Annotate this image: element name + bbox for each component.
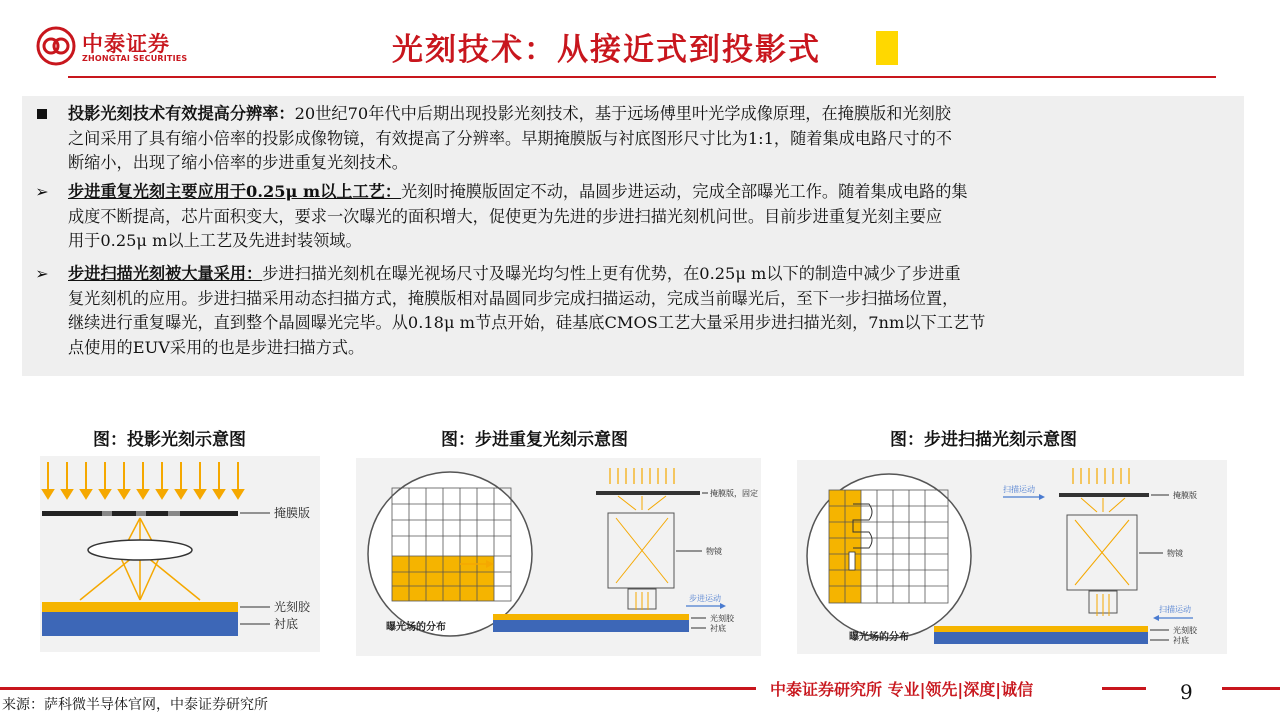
paragraph-step-scan: [68, 262, 1253, 360]
logo-name: 中泰证券: [82, 32, 170, 56]
step-repeat-diagram: [356, 458, 761, 656]
substrate-label: 衬底: [710, 624, 726, 633]
substrate-layer: [42, 612, 238, 636]
beam-lines: [1075, 498, 1129, 585]
resist-label: 光刻胶: [710, 614, 734, 623]
mask-label: 掩膜版，固定: [710, 489, 758, 498]
paragraph-lead: 步进扫描光刻被大量采用：: [68, 264, 263, 283]
lens-label: 物镜: [706, 547, 722, 556]
objective-lens-icon: [608, 513, 674, 588]
light-arrows: [610, 468, 674, 484]
substrate-layer: [493, 620, 689, 632]
source-note: 来源：萨科微半导体官网，中泰证券研究所: [2, 697, 268, 713]
projection-diagram: [40, 456, 320, 652]
footer-divider-left: [0, 687, 756, 690]
paragraph-line: 复光刻机的应用。步进扫描采用动态扫描方式，掩膜版相对晶圆同步完成扫描运动，完成当前曝光后，至下一步扫描场位置，: [68, 288, 959, 308]
mask-label: 掩膜版: [1173, 491, 1197, 500]
paragraph-line: 继续进行重复曝光，直到整个晶圆曝光完毕。从0.18μ m节点开始，硅基底CMOS工艺大量采用步进扫描光刻，7nm以下工艺节: [68, 313, 986, 332]
paragraph-line: 20世纪70年代中后期出现投影光刻技术，基于远场傅里叶光学成像原理，在掩膜版和光刻胶: [294, 104, 951, 123]
wafer-icon: [368, 472, 532, 636]
lens-label: 物镜: [1167, 549, 1183, 558]
field-distribution-label: 曝光场的分布: [386, 622, 446, 633]
paragraph-line: 断缩小，出现了缩小倍率的步进重复光刻技术。: [68, 153, 408, 172]
paragraph-lead: 步进重复光刻主要应用于0.25μ m以上工艺：: [68, 182, 402, 201]
substrate-layer: [934, 632, 1148, 644]
resist-layer: [493, 614, 689, 620]
mask-plate: [42, 511, 238, 516]
mask-label: 掩膜版: [274, 506, 311, 520]
light-arrows: [1073, 468, 1129, 484]
paragraph-step-repeat: [68, 180, 1253, 254]
step-scan-diagram: [797, 460, 1227, 654]
mask-plate: [1059, 493, 1149, 497]
arrow-bullet-icon: ➢: [35, 264, 49, 283]
content-panel: [22, 96, 1244, 376]
scan-motion-bottom-label: 扫描运动: [1159, 605, 1191, 614]
lens-icon: [88, 540, 192, 560]
paragraph-line: 之间采用了具有缩小倍率的投影成像物镜，有效提高了分辨率。早期掩膜版与衬底图形尺寸比为1:1，随着集成电路尺寸的不: [68, 128, 952, 148]
step-motion-label: 步进运动: [689, 594, 721, 603]
figure-caption: 图：步进重复光刻示意图: [441, 430, 628, 450]
square-bullet-icon: [30, 102, 54, 127]
resist-label: 光刻胶: [1173, 626, 1197, 635]
paragraph-line: 步进扫描光刻机在曝光视场尺寸及曝光均匀性上更有优势，在0.25μ m以下的制造中减少了步进重: [262, 264, 961, 283]
footer-divider-mid: [1102, 687, 1146, 690]
logo-english-name: ZHONGTAI SECURITIES: [82, 54, 188, 63]
beam-lines: [616, 496, 668, 583]
resist-layer: [934, 626, 1148, 632]
figure-step-repeat: [356, 458, 761, 656]
paragraph-lead: 投影光刻技术有效提高分辨率：: [68, 104, 295, 123]
mask-plate: [596, 491, 700, 495]
paragraph-projection: [68, 102, 1253, 176]
title-highlight-block: [876, 31, 898, 65]
footer-divider-right: [1222, 687, 1280, 690]
light-arrows: [43, 462, 243, 498]
substrate-label: 衬底: [1173, 636, 1189, 645]
paragraph-line: 点使用的EUV采用的也是步进扫描方式。: [68, 337, 365, 357]
substrate-label: 衬底: [274, 617, 299, 631]
resist-layer: [42, 602, 238, 612]
arrow-bullet-icon: ➢: [35, 182, 49, 201]
paragraph-line: 光刻时掩膜版固定不动，晶圆步进运动，完成全部曝光工作。随着集成电路的集: [401, 182, 968, 201]
paragraph-line: 成度不断提高，芯片面积变大，要求一次曝光的面积增大，促使更为先进的步进扫描光刻机问世。目前步进重复光刻主要应: [68, 206, 943, 226]
page-title: 光刻技术：从接近式到投影式: [392, 32, 821, 68]
header-divider: [68, 76, 1216, 78]
zhongtai-logo-icon: [36, 26, 76, 66]
scan-motion-top-label: 扫描运动: [1003, 485, 1035, 494]
figure-caption: 图：步进扫描光刻示意图: [890, 430, 1077, 450]
figure-caption: 图：投影光刻示意图: [93, 430, 246, 450]
page-number: 9: [1180, 680, 1193, 704]
figure-projection-lithography: [40, 456, 320, 652]
field-distribution-label: 曝光场的分布: [849, 632, 909, 643]
paragraph-line: 用于0.25μ m以上工艺及先进封装领域。: [68, 231, 362, 250]
resist-label: 光刻胶: [274, 600, 311, 614]
company-logo: [36, 24, 196, 68]
figure-step-scan: [797, 460, 1227, 654]
footer-tagline: 中泰证券研究所 专业|领先|深度|诚信: [770, 680, 1034, 699]
